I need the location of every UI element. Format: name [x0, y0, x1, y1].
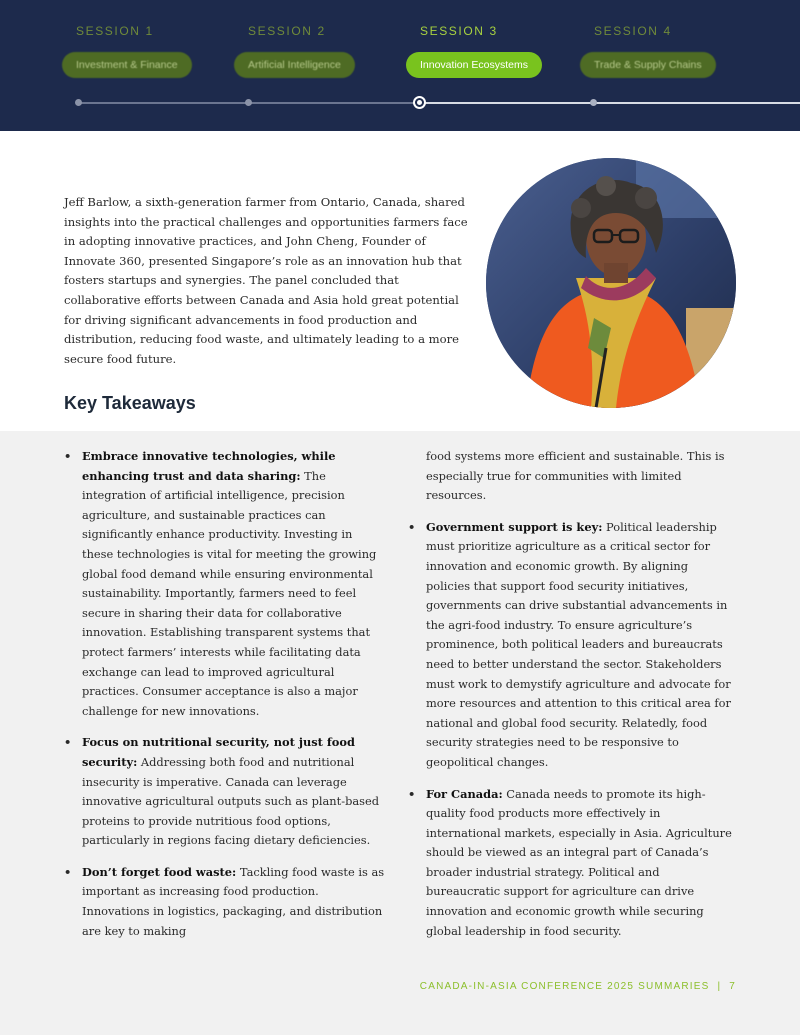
takeaways-column-left [64, 447, 386, 953]
takeaway-text: Tackling food waste is as important as increasing food production. Innovations in logistics, packaging, and distribution are key to making [82, 864, 385, 938]
session-4-label: SESSION 4 [594, 24, 672, 38]
session-4-pill[interactable]: Trade & Supply Chains [580, 52, 716, 78]
session-1-pill[interactable]: Investment & Finance [62, 52, 192, 78]
page-footer: CANADA-IN-ASIA CONFERENCE 2025 SUMMARIES | 7 [419, 981, 736, 992]
takeaway-item [408, 518, 732, 773]
timeline-progress [420, 102, 800, 104]
takeaway-text: Canada needs to promote its high-quality food products more effectively in international markets, especially in Asia. Agriculture should be viewed as an integral part of Canada’s broader industrial strategy. Political and bureaucratic support for agriculture can drive innovation and economic growth while securing global leadership in food security. [426, 786, 732, 938]
takeaway-item [64, 733, 386, 851]
session-header [0, 0, 800, 131]
takeaway-heading: For Canada: [426, 786, 503, 801]
takeaway-text: Political leadership must prioritize agriculture as a critical sector for innovation and economic growth. By aligning policies that support food security initiatives, governments can drive substantial advancements in the agri-food industry. To ensure agriculture’s prominence, both political leaders and bureaucrats need to better understand the sector. Stakeholders must work to demystify agriculture and advocate for more resources and attention to this critical area for national and global food security. Relatedly, food security strategies need to be responsive to geopolitical changes. [426, 519, 731, 769]
session-1 [62, 24, 212, 71]
key-takeaways-heading: Key Takeaways [64, 393, 196, 413]
takeaway-item [64, 447, 386, 721]
takeaway-heading: Embrace innovative technologies, while enhancing trust and data sharing: [82, 449, 336, 483]
timeline-dot-2[interactable] [245, 99, 252, 106]
timeline-dot-3-active[interactable] [413, 96, 426, 109]
session-2-label: SESSION 2 [248, 24, 326, 38]
session-2 [234, 24, 384, 71]
session-2-pill[interactable]: Artificial Intelligence [234, 52, 355, 78]
session-4 [580, 24, 730, 71]
takeaway-heading: Government support is key: [426, 519, 603, 534]
takeaway-item [64, 863, 386, 941]
speaker-portrait-image [486, 158, 736, 408]
session-3 [406, 24, 556, 71]
takeaway-heading: Focus on nutritional security, not just food security: [82, 735, 355, 769]
session-3-pill[interactable]: Innovation Ecosystems [406, 52, 542, 78]
timeline-dot-4[interactable] [590, 99, 597, 106]
session-3-label: SESSION 3 [420, 24, 498, 38]
takeaway-text: Addressing both food and nutritional insecurity is imperative. Canada can leverage innovative agricultural outputs such as plant-based proteins to provide nutritious food options, particularly in regions facing dietary deficiencies. [82, 754, 380, 848]
intro-paragraph: Jeff Barlow, a sixth-generation farmer from Ontario, Canada, shared insights into the practical challenges and opportunities farmers face in adopting innovative practices, and John Cheng, Founder of Innovate 360, presented Singapore’s role as an innovation hub that fosters startups and synergies. The panel concluded that collaborative efforts between Canada and Asia hold great potential for driving significant advancements in food production and distribution, reducing food waste, and ultimately leading to a more secure food future. [64, 195, 468, 366]
timeline-dot-1[interactable] [75, 99, 82, 106]
takeaway-heading: Don’t forget food waste: [82, 864, 237, 879]
takeaways-column-right [408, 447, 732, 953]
takeaway-item [408, 785, 732, 942]
takeaway-text: The integration of artificial intelligence, precision agriculture, and sustainable practices can significantly enhance productivity. Investing in these technologies is vital for meeting the growing global food demand while ensuring environmental sustainability. Importantly, farmers need to feel secure in sharing their data for collaborative innovation. Establishing transparent systems that protect farmers’ interests while facilitating data exchange can lead to improved agricultural practices. Consumer acceptance is also a major challenge for new innovations. [82, 468, 377, 718]
speaker-photo [486, 158, 736, 408]
session-1-label: SESSION 1 [76, 24, 154, 38]
takeaway-continuation: food systems more efficient and sustainable. This is especially true for communities with limited resources. [426, 449, 725, 503]
